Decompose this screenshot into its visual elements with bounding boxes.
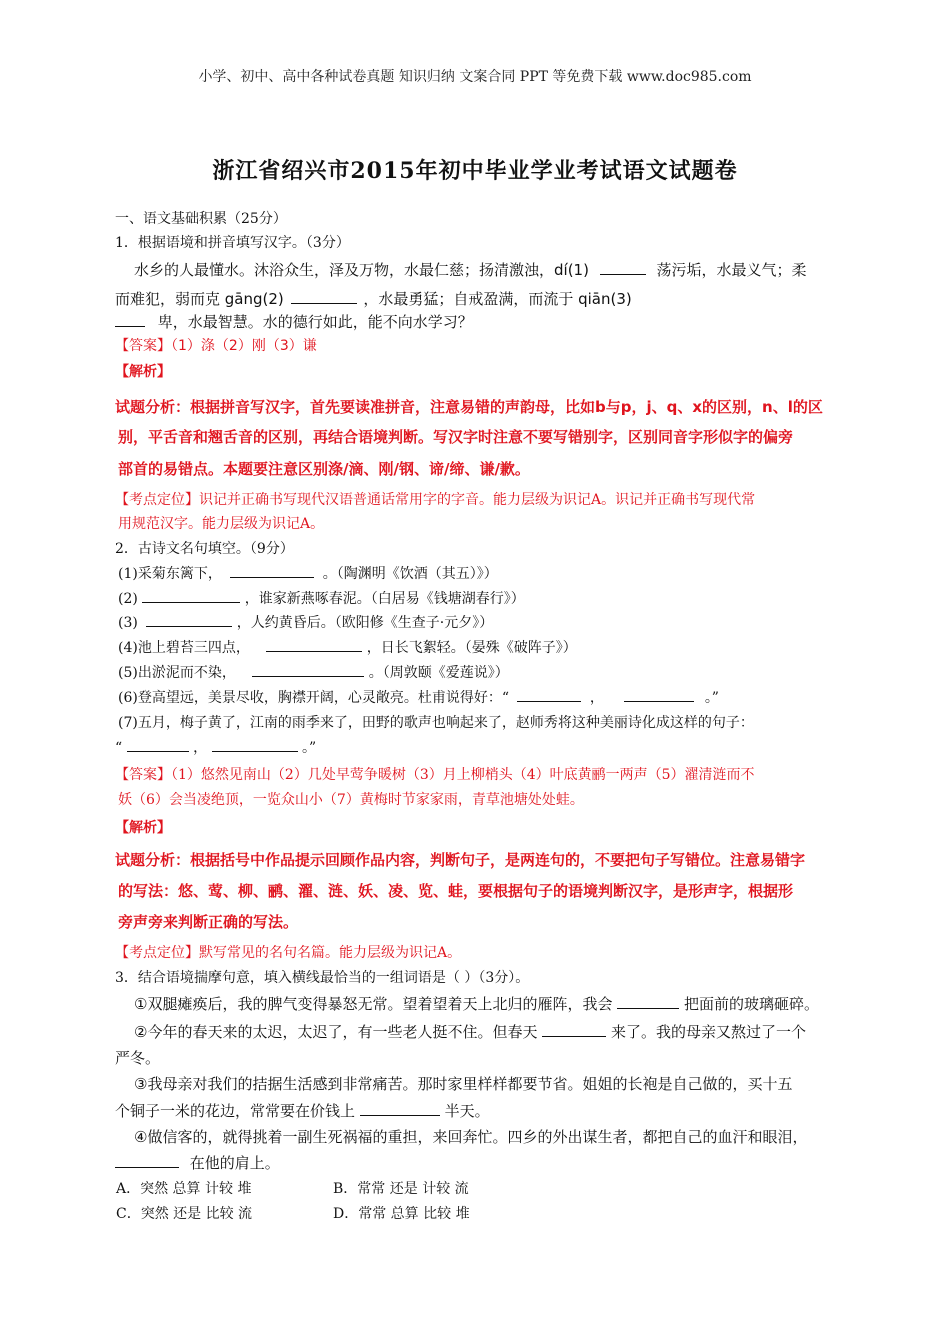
q2-text: ，	[193, 740, 208, 756]
q2-answer: 妖（6）会当凌绝顶，一览众山小（7）黄梅时节家家雨，青草池塘处处蛙。	[118, 792, 584, 808]
q1-passage-text: 卑，水最智慧。水的德行如此，能不向水学习？	[157, 313, 473, 331]
q2-knowledge-point: 【考点定位】默写常见的名句名篇。能力层级为识记A。	[115, 945, 462, 961]
q1-analysis-line: 别，平舌音和翘舌音的区别，再结合语境判断。写汉字时注意不要写错别字，区别同音字形似字的偏旁	[118, 428, 794, 446]
q2-answer: 【答案】（1）悠然见南山（2）几处早莺争暖树（3）月上柳梢头（4）叶底黄鹂一两声（5）濯清涟而不	[115, 767, 755, 783]
q3-text: 在他的肩上。	[189, 1154, 280, 1172]
q3-sentence-4-cont	[115, 1152, 875, 1174]
q2-text: 。”	[301, 740, 317, 756]
q2-text: (1)采菊东篱下，	[118, 566, 222, 582]
fill-blank[interactable]	[517, 687, 581, 702]
q2-item-2	[118, 588, 878, 610]
fill-blank[interactable]	[115, 312, 145, 327]
q2-analysis-line: 的写法：悠、莺、柳、鹂、濯、涟、妖、凌、览、蛙，要根据句子的语境判断汉字，是形声字，根据形	[118, 882, 794, 900]
q2-item-5	[118, 662, 878, 684]
q1-analysis-line: 试题分析：根据拼音写汉字，首先要读准拼音，注意易错的声韵母，比如b与p，j、q、x的区别，n、l的区	[115, 398, 823, 416]
q1-analysis-line: 部首的易错点。本题要注意区别涤/滴、刚/钢、谛/缔、谦/歉。	[118, 460, 530, 478]
q2-text: “	[115, 740, 123, 756]
q3-text: ①双腿瘫痪后，我的脾气变得暴怒无常。望着望着天上北归的雁阵，我会	[134, 995, 613, 1013]
q2-text: (3)	[118, 615, 138, 631]
q3-option-c[interactable]: C．突然 还是 比较 流	[116, 1206, 253, 1222]
fill-blank[interactable]	[127, 737, 189, 752]
exam-title: 浙江省绍兴市2015年初中毕业学业考试语文试题卷	[212, 158, 738, 184]
page-header: 小学、初中、高中各种试卷真题 知识归纳 文案合同 PPT 等免费下载 www.doc985.com	[198, 69, 752, 85]
q2-text: 。”	[704, 690, 719, 706]
q2-text: ，日长飞絮轻。（晏殊《破阵子》）	[366, 640, 577, 656]
fill-blank[interactable]	[291, 289, 357, 304]
fill-blank[interactable]	[266, 637, 362, 652]
q2-text: ，谁家新燕啄春泥。（白居易《钱塘湖春行》）	[244, 591, 525, 607]
q1-passage-text: 荡污垢，水最义气；柔	[656, 261, 807, 279]
q2-text: (4)池上碧苔三四点，	[118, 640, 250, 656]
q3-option-b[interactable]: B．常常 还是 计较 流	[333, 1181, 469, 1197]
q2-analysis-label: 【解析】	[115, 820, 171, 836]
fill-blank[interactable]	[146, 612, 232, 627]
fill-blank[interactable]	[624, 687, 694, 702]
q3-text: 把面前的玻璃砸碎。	[684, 995, 820, 1013]
q1-analysis-label: 【解析】	[115, 364, 171, 380]
q3-text: 来了。我的母亲又熬过了一个	[611, 1023, 807, 1041]
q3-stem: 3．结合语境揣摩句意，填入横线最恰当的一组词语是（ ）（3分）。	[115, 970, 530, 986]
q3-text: 个铜子一米的花边，常常要在价钱上	[115, 1102, 356, 1120]
q2-text: ，人约黄昏后。（欧阳修《生查子·元夕》）	[236, 615, 494, 631]
q2-item-7: (7)五月，梅子黄了，江南的雨季来了，田野的歌声也响起来了，赵师秀将这种美丽诗化成这样的句子：	[118, 715, 754, 731]
fill-blank[interactable]	[600, 260, 646, 275]
q1-passage-line-2	[115, 288, 875, 310]
q1-passage-text: 水乡的人最懂水。沐浴众生，泽及万物，水最仁慈；扬清激浊，dí(1)	[134, 261, 589, 279]
q2-text: 。（周敦颐《爱莲说》）	[368, 665, 509, 681]
q2-text: (2)	[118, 591, 138, 607]
fill-blank[interactable]	[230, 563, 314, 578]
q3-sentence-2-cont: 严冬。	[115, 1049, 161, 1067]
q3-sentence-2	[134, 1021, 894, 1043]
fill-blank[interactable]	[142, 588, 240, 603]
section-heading: 一、语文基础积累（25分）	[115, 211, 287, 227]
fill-blank[interactable]	[617, 994, 679, 1009]
q2-text: (5)出淤泥而不染，	[118, 665, 236, 681]
q2-item-1	[118, 563, 878, 585]
q3-option-a[interactable]: A．突然 总算 计较 堆	[116, 1181, 252, 1197]
q1-passage-line-3	[115, 311, 875, 333]
q3-text: 半天。	[444, 1102, 490, 1120]
q2-text: 。（陶渊明《饮酒（其五）》）	[322, 566, 498, 582]
q3-sentence-3-cont	[115, 1100, 875, 1122]
q2-stem: 2．古诗文名句填空。（9分）	[115, 541, 294, 557]
q2-item-3	[118, 612, 878, 634]
q1-stem: 1．根据语境和拼音填写汉字。（3分）	[115, 235, 350, 251]
q3-sentence-4: ④做信客的，就得挑着一副生死祸福的重担，来回奔忙。四乡的外出谋生者，都把自己的血汗和眼泪，	[134, 1128, 808, 1146]
fill-blank[interactable]	[252, 662, 364, 677]
fill-blank[interactable]	[542, 1022, 606, 1037]
q2-text: ，	[589, 690, 604, 706]
q1-knowledge-point: 【考点定位】识记并正确书写现代汉语普通话常用字的字音。能力层级为识记A。识记并正确书写现代常	[115, 492, 756, 508]
fill-blank[interactable]	[115, 1153, 179, 1168]
fill-blank[interactable]	[360, 1101, 440, 1116]
q2-text: (6)登高望远，美景尽收，胸襟开阔，心灵敞亮。杜甫说得好：“	[118, 690, 509, 706]
q3-sentence-3: ③我母亲对我们的拮据生活感到非常痛苦。那时家里样样都要节省。姐姐的长袍是自己做的，买十五	[134, 1075, 793, 1093]
q2-item-6	[118, 687, 878, 709]
q1-passage-text: 而难犯，弱而克 gāng(2)	[115, 290, 284, 308]
q2-analysis-line: 旁声旁来判断正确的写法。	[118, 913, 299, 931]
q1-knowledge-point: 用规范汉字。能力层级为识记A。	[118, 516, 325, 532]
q3-option-d[interactable]: D．常常 总算 比较 堆	[333, 1206, 470, 1222]
q2-analysis-line: 试题分析：根据括号中作品提示回顾作品内容，判断句子，是两连句的，不要把句子写错位。注意易错字	[115, 851, 806, 869]
q1-passage-line-1	[134, 259, 894, 281]
q3-sentence-1	[134, 993, 894, 1015]
q1-passage-text: ，水最勇猛；自戒盈满，而流于 qiān(3)	[363, 290, 632, 308]
q2-item-4	[118, 637, 878, 659]
fill-blank[interactable]	[212, 737, 298, 752]
q1-answer: 【答案】（1）涤（2）刚（3）谦	[115, 338, 317, 354]
q2-item-7-blanks	[115, 737, 875, 759]
q3-text: ②今年的春天来的太迟，太迟了，有一些老人挺不住。但春天	[134, 1023, 538, 1041]
